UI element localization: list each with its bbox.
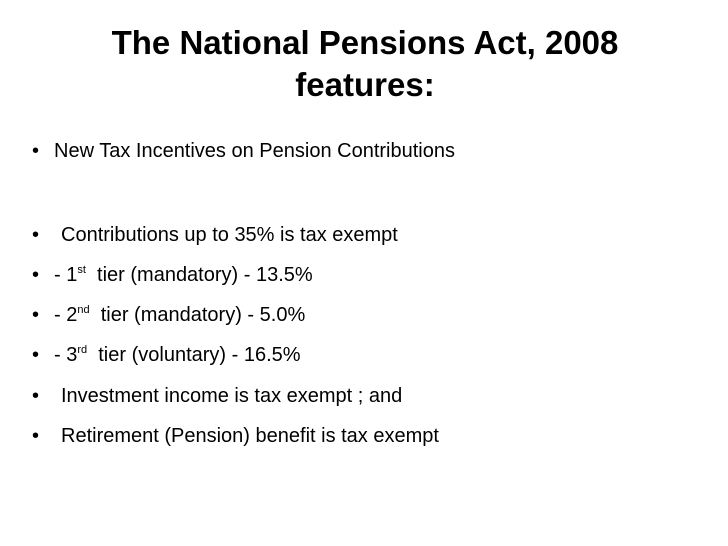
tier-ordinal-suffix: st [77, 264, 86, 276]
bullet-text: Investment income is tax exempt ; and [61, 385, 403, 407]
bullet-text: New Tax Incentives on Pension Contributions [54, 140, 455, 162]
bullet-dot-icon: • [32, 140, 40, 162]
bullet-text: Contributions up to 35% is tax exempt [61, 224, 398, 246]
tier-prefix: - 3 [54, 344, 78, 366]
bullet-text [54, 260, 313, 290]
slide-title [40, 22, 690, 106]
slide-title-line-2: features: [295, 66, 435, 103]
bullet-dot-icon: • [32, 344, 40, 366]
bullet-dot-icon: • [32, 224, 40, 246]
tier-ordinal-suffix: rd [77, 344, 88, 356]
bullet-text [54, 340, 301, 370]
tier-description: tier (mandatory) - 5.0% [100, 304, 306, 326]
tier-description: tier (mandatory) - 13.5% [97, 264, 313, 286]
bullet-dot-icon: • [32, 304, 40, 326]
bullet-dot-icon: • [32, 425, 40, 447]
tier-prefix: - 2 [54, 304, 78, 326]
bullet-text: Retirement (Pension) benefit is tax exempt [61, 425, 439, 447]
bullet-dot-icon: • [32, 385, 40, 407]
slide-title-line-1: The National Pensions Act, 2008 [111, 24, 619, 61]
bullet-text [54, 300, 305, 330]
tier-ordinal-suffix: nd [77, 304, 90, 316]
tier-prefix: - 1 [54, 264, 78, 286]
tier-description: tier (voluntary) - 16.5% [98, 344, 301, 366]
bullet-dot-icon: • [32, 264, 40, 286]
